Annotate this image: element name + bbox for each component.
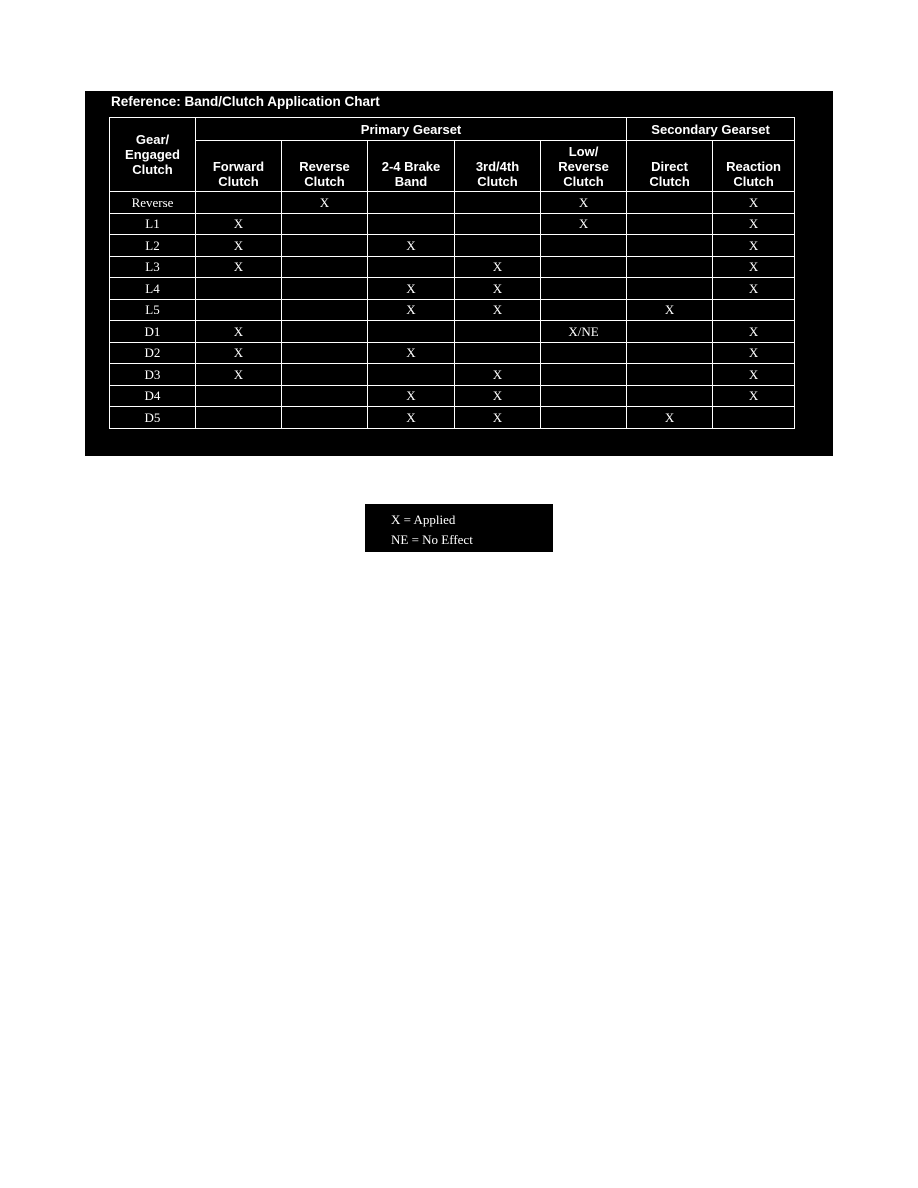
brake-band-header: 2-4 Brake Band [368,141,455,192]
application-cell [627,364,713,386]
application-cell [282,299,368,321]
table-row [110,364,795,386]
application-cell [282,256,368,278]
forward-clutch-header: Forward Clutch [196,141,282,192]
application-cell [455,321,541,343]
application-cell [196,278,282,300]
application-cell: X [627,299,713,321]
application-cell [455,235,541,257]
application-cell [541,407,627,429]
application-cell: X [713,321,795,343]
application-cell: X [713,213,795,235]
application-cell: X/NE [541,321,627,343]
application-cell [627,192,713,214]
application-cell: X [368,235,455,257]
table-row [110,299,795,321]
application-cell: X [196,235,282,257]
application-cell: X [455,256,541,278]
application-cell [368,256,455,278]
application-cell: X [713,192,795,214]
application-cell [282,235,368,257]
application-cell [282,385,368,407]
application-cell [541,235,627,257]
application-cell [627,321,713,343]
application-cell [282,364,368,386]
gear-cell: L4 [110,278,196,300]
application-cell [713,407,795,429]
gear-cell: D4 [110,385,196,407]
application-cell: X [196,256,282,278]
application-cell [196,192,282,214]
gear-cell: D1 [110,321,196,343]
application-cell [627,235,713,257]
application-cell [368,364,455,386]
application-cell [282,213,368,235]
gear-cell: D3 [110,364,196,386]
application-cell [541,299,627,321]
low-reverse-clutch-header: Low/ Reverse Clutch [541,141,627,192]
application-cell [627,385,713,407]
reverse-clutch-header: Reverse Clutch [282,141,368,192]
application-cell [196,385,282,407]
application-cell: X [713,256,795,278]
application-cell: X [368,278,455,300]
gear-cell: D2 [110,342,196,364]
application-cell: X [368,385,455,407]
application-cell [368,213,455,235]
application-cell: X [455,407,541,429]
application-cell [627,342,713,364]
application-cell [282,342,368,364]
application-cell [455,342,541,364]
legend-applied: X = Applied [391,512,456,527]
gear-cell: L2 [110,235,196,257]
application-table [109,117,795,429]
application-cell: X [713,235,795,257]
table-row [110,213,795,235]
application-cell: X [368,342,455,364]
table-row [110,192,795,214]
gear-cell: L3 [110,256,196,278]
application-cell: X [541,213,627,235]
secondary-gearset-header: Secondary Gearset [627,118,795,141]
application-cell [541,256,627,278]
application-cell [713,299,795,321]
third-fourth-clutch-header: 3rd/4th Clutch [455,141,541,192]
application-cell [368,321,455,343]
application-cell: X [368,407,455,429]
table-row [110,342,795,364]
application-cell [541,278,627,300]
gear-cell: D5 [110,407,196,429]
gear-cell: L5 [110,299,196,321]
gear-header-label: Gear/ Engaged Clutch [125,132,180,177]
gear-header [110,118,196,192]
application-cell [541,385,627,407]
table-row [110,235,795,257]
table-body [110,192,795,429]
application-cell [282,321,368,343]
application-cell [196,407,282,429]
column-header-row [110,141,795,192]
application-cell [455,213,541,235]
application-cell: X [713,342,795,364]
application-cell: X [196,342,282,364]
legend-no-effect: NE = No Effect [391,532,473,547]
primary-gearset-header: Primary Gearset [196,118,627,141]
application-cell [368,192,455,214]
application-cell [627,213,713,235]
gear-cell: Reverse [110,192,196,214]
chart-title: Reference: Band/Clutch Application Chart [111,94,380,109]
application-cell: X [713,385,795,407]
application-cell [282,407,368,429]
application-cell [627,256,713,278]
table-row [110,407,795,429]
group-header-row [110,118,795,141]
application-cell [541,342,627,364]
gear-cell: L1 [110,213,196,235]
application-cell: X [196,213,282,235]
table-row [110,385,795,407]
application-cell: X [455,364,541,386]
table-row [110,256,795,278]
application-cell: X [713,278,795,300]
application-cell: X [713,364,795,386]
table-row [110,321,795,343]
application-cell: X [627,407,713,429]
table-row [110,278,795,300]
application-cell [196,299,282,321]
application-cell [541,364,627,386]
application-cell [455,192,541,214]
application-cell: X [368,299,455,321]
application-cell: X [282,192,368,214]
reaction-clutch-header: Reaction Clutch [713,141,795,192]
application-cell: X [196,364,282,386]
band-clutch-application-chart [85,91,833,456]
application-cell: X [455,385,541,407]
direct-clutch-header: Direct Clutch [627,141,713,192]
legend [365,504,553,552]
application-cell: X [455,278,541,300]
application-cell: X [196,321,282,343]
application-cell [627,278,713,300]
application-cell: X [541,192,627,214]
application-cell [282,278,368,300]
application-cell: X [455,299,541,321]
